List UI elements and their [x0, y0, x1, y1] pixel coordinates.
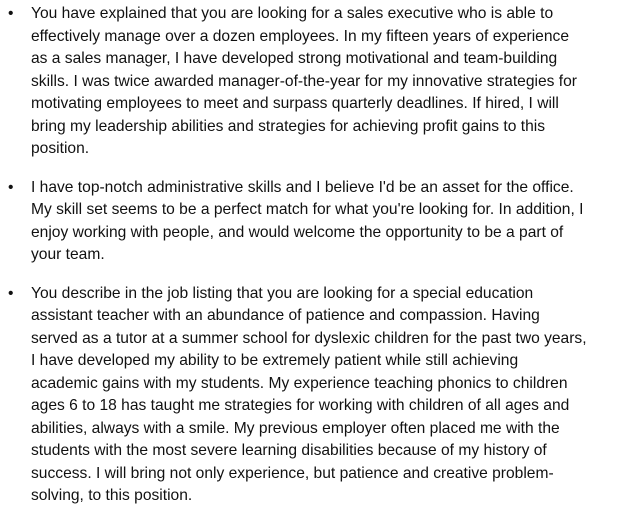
paragraph-line: abilities, always with a smile. My previous employer often placed me with the [31, 419, 560, 437]
bullet-marker: • [8, 178, 14, 196]
paragraph-line: You describe in the job listing that you are looking for a special education [31, 284, 534, 302]
bullet-marker: • [8, 284, 14, 302]
paragraph-line: enjoy working with people, and would welcome the opportunity to be a part of [31, 223, 564, 241]
paragraph-line: You have explained that you are looking for a sales executive who is able to [31, 5, 554, 22]
paragraph-line: skills. I was twice awarded manager-of-the-year for my innovative strategies for [31, 72, 577, 90]
paragraph-line: I have top-notch administrative skills and I believe I'd be an asset for the office. [31, 178, 574, 196]
paragraph-line: motivating employees to meet and surpass quarterly deadlines. If hired, I will [31, 95, 559, 112]
paragraph-line: students with the most severe learning disabilities because of my history of [31, 442, 547, 459]
paragraph-line: I have developed my ability to be extremely patient while still achieving [31, 352, 519, 369]
paragraph-line: academic gains with my students. My experience teaching phonics to children [31, 374, 568, 392]
bullet-marker: • [8, 5, 14, 22]
paragraph-line: success. I will bring not only experience, but patience and creative problem- [31, 464, 554, 482]
paragraph-line: as a sales manager, I have developed strong motivational and team-building [31, 50, 558, 67]
paragraph-line: effectively manage over a dozen employees. In my fifteen years of experience [31, 27, 569, 45]
list-item [0, 3, 638, 161]
paragraph-line: bring my leadership abilities and strategies for achieving profit gains to this [31, 117, 545, 135]
paragraph-line: ages 6 to 18 has taught me strategies for working with children of all ages and [31, 397, 570, 414]
paragraph-line: your team. [31, 246, 105, 263]
paragraph-line: My skill set seems to be a perfect match for what you're looking for. In addition, I [31, 201, 584, 218]
paragraph-line: assistant teacher with an abundance of patience and compassion. Having [31, 307, 540, 324]
paragraph-line: position. [31, 140, 90, 157]
list-item [0, 177, 638, 267]
bulleted-document [0, 3, 638, 508]
paragraph-line: solving, to this position. [31, 487, 193, 504]
list-item [0, 283, 638, 508]
paragraph-line: served as a tutor at a summer school for dyslexic children for the past two years, [31, 329, 587, 347]
